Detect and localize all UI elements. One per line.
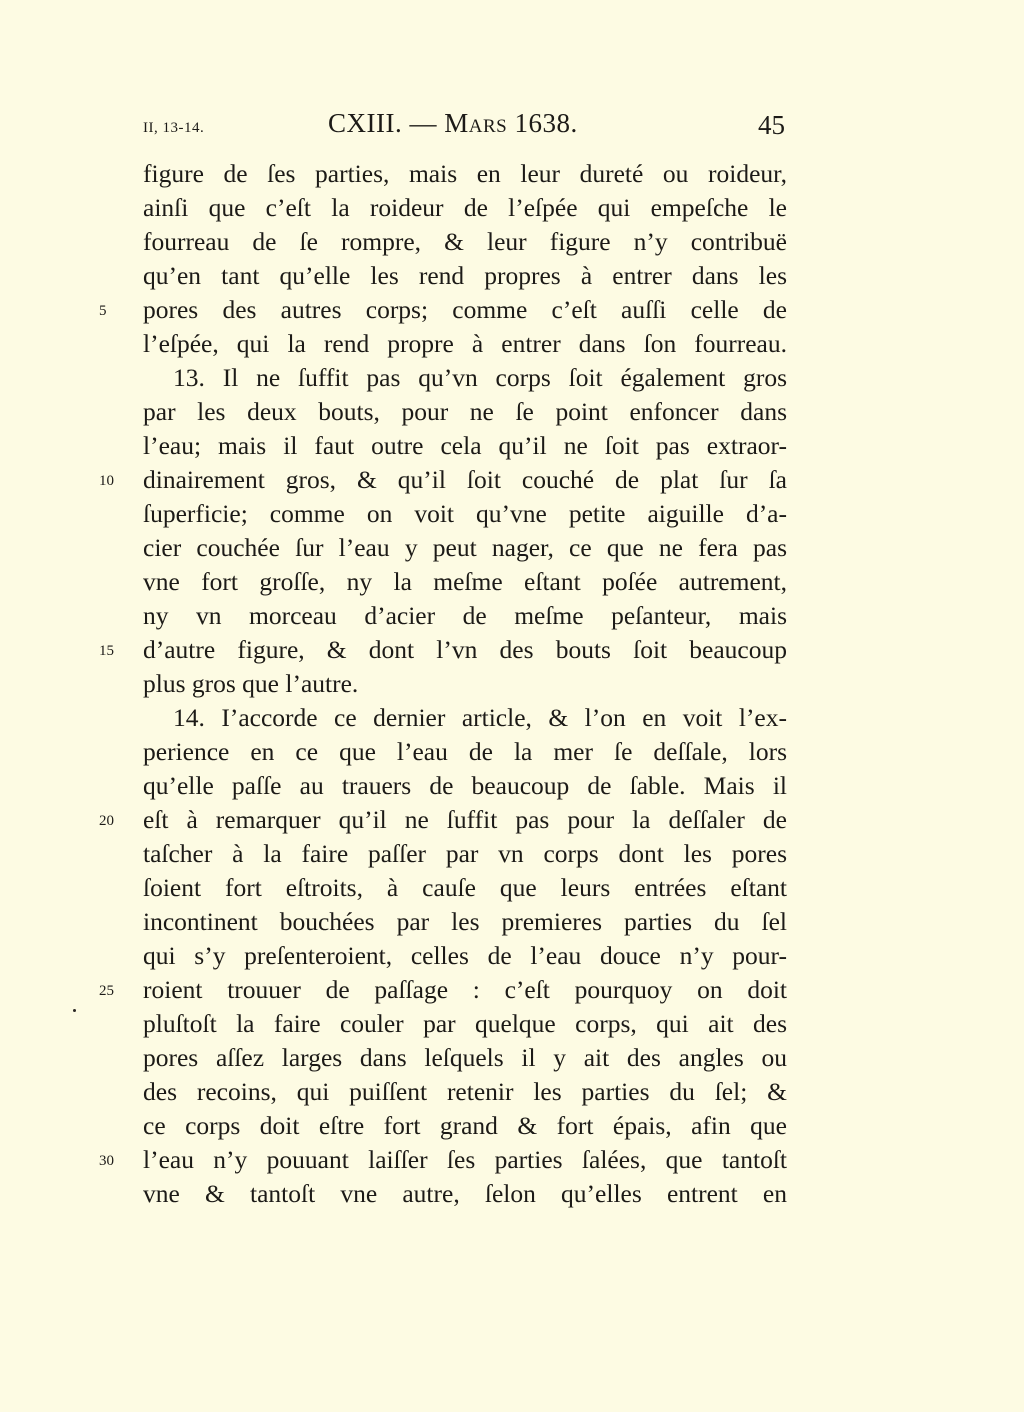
line-text: pluſtoſt la faire couler par quelque corps, qui ait des (143, 1009, 787, 1038)
line-text: ſuperficie; comme on voit qu’vne petite aiguille d’a- (143, 499, 787, 528)
line-text: eſt à remarquer qu’il ne ſuffit pas pour la deſſaler de (143, 805, 787, 834)
letter-heading (328, 108, 578, 139)
paragraph-end-line (143, 667, 787, 701)
volume-reference: II, 13-14. (143, 120, 205, 136)
text-line (99, 463, 787, 497)
text-line (143, 735, 787, 769)
line-number: 30 (99, 1153, 114, 1169)
line-number: 20 (99, 813, 114, 829)
text-line (99, 633, 787, 667)
line-text: vne fort groſſe, ny la meſme eſtant poſée autrement, (143, 567, 787, 596)
line-number: 25 (99, 983, 114, 999)
line-text: ſoient fort eſtroits, à cauſe que leurs entrées eſtant (143, 873, 787, 902)
line-text: des recoins, qui puiſſent retenir les parties du ſel; & (143, 1077, 787, 1106)
text-line (143, 565, 787, 599)
line-text: dinairement gros, & qu’il ſoit couché de plat ſur ſa (143, 465, 787, 494)
text-line (143, 1007, 787, 1041)
line-text: perience en ce que l’eau de la mer ſe deſſale, lors (143, 737, 787, 766)
text-line (143, 769, 787, 803)
line-text: figure de ſes parties, mais en leur dureté ou roideur, (143, 159, 787, 188)
text-line (99, 803, 787, 837)
line-text: 13. Il ne ſuffit pas qu’vn corps ſoit également gros (173, 363, 787, 392)
line-text: pores des autres corps; comme c’eſt auſſi celle de (143, 295, 787, 324)
line-text: ainſi que c’eſt la roideur de l’eſpée qui empeſche le (143, 193, 787, 222)
line-number: 15 (99, 643, 114, 659)
text-line (99, 973, 787, 1007)
text-line (99, 1143, 787, 1177)
line-text: qu’en tant qu’elle les rend propres à entrer dans les (143, 261, 787, 290)
line-text: l’eau n’y pouuant laiſſer ſes parties ſalées, que tantoſt (143, 1145, 787, 1174)
line-text: cier couchée ſur l’eau y peut nager, ce que ne fera pas (143, 533, 787, 562)
text-line (143, 259, 787, 293)
line-text: d’autre figure, & dont l’vn des bouts ſoit beaucoup (143, 635, 787, 664)
line-text: roient trouuer de paſſage : c’eſt pourquoy on doit (143, 975, 787, 1004)
line-text: plus gros que l’autre. (143, 669, 359, 698)
text-line (143, 837, 787, 871)
paragraph-start-line (143, 701, 787, 735)
line-text: vne & tantoſt vne autre, ſelon qu’elles entrent en (143, 1179, 787, 1208)
letter-number: CXIII. — (328, 108, 445, 138)
text-line (143, 1041, 787, 1075)
line-text: 14. I’accorde ce dernier article, & l’on en voit l’ex- (173, 703, 787, 732)
line-text: pores aſſez larges dans leſquels il y ait des angles ou (143, 1043, 787, 1072)
text-line (143, 429, 787, 463)
text-line (143, 395, 787, 429)
line-text: l’eau; mais il faut outre cela qu’il ne ſoit pas extraor- (143, 431, 787, 460)
text-line (143, 497, 787, 531)
line-text: qu’elle paſſe au trauers de beaucoup de ſable. Mais il (143, 771, 787, 800)
text-line (143, 599, 787, 633)
page-number: 45 (758, 110, 785, 140)
line-text: par les deux bouts, pour ne ſe point enfoncer dans (143, 397, 787, 426)
text-line (143, 327, 787, 361)
line-text: incontinent bouchées par les premieres parties du ſel (143, 907, 787, 936)
running-head (0, 108, 1024, 148)
line-number: 5 (99, 303, 107, 319)
line-number: 10 (99, 473, 114, 489)
ink-speck (73, 1009, 76, 1012)
line-text: ny vn morceau d’acier de meſme peſanteur, mais (143, 601, 787, 630)
text-line (143, 1177, 787, 1211)
line-text: taſcher à la faire paſſer par vn corps dont les pores (143, 839, 787, 868)
letter-year: 1638. (507, 108, 578, 138)
text-line (143, 1075, 787, 1109)
text-line (143, 157, 787, 191)
body-text (99, 157, 787, 1211)
text-line (99, 293, 787, 327)
paragraph-start-line (143, 361, 787, 395)
text-line (143, 871, 787, 905)
line-text: ce corps doit eſtre fort grand & fort épais, afin que (143, 1111, 787, 1140)
text-line (143, 531, 787, 565)
text-line (143, 225, 787, 259)
line-text: fourreau de ſe rompre, & leur figure n’y contribuë (143, 227, 787, 256)
text-line (143, 905, 787, 939)
text-line (143, 191, 787, 225)
text-line (143, 1109, 787, 1143)
letter-month: Mars (444, 108, 508, 138)
line-text: qui s’y preſenteroient, celles de l’eau douce n’y pour- (143, 941, 787, 970)
text-line (143, 939, 787, 973)
line-text: l’eſpée, qui la rend propre à entrer dans ſon fourreau. (143, 329, 787, 358)
